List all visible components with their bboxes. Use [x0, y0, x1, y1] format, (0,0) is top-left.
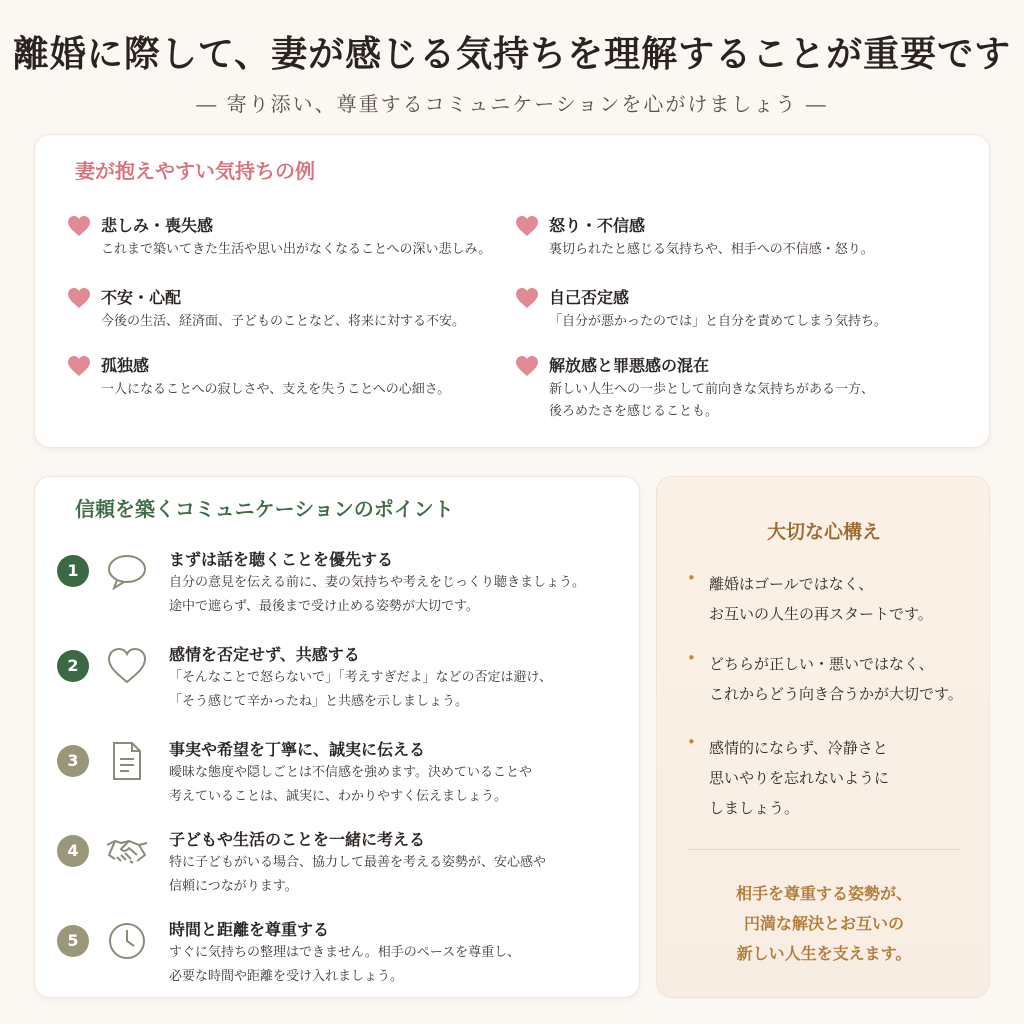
- heart-icon: [67, 355, 91, 377]
- point-title: まずは話を聴くことを優先する: [169, 550, 394, 569]
- feeling-title: 自己否定感: [549, 288, 630, 307]
- feeling-title: 怒り・不信感: [549, 216, 646, 235]
- heart-icon: [515, 355, 539, 377]
- point-title: 子どもや生活のことを一緒に考える: [169, 830, 426, 849]
- point-item-3: [57, 737, 637, 817]
- feeling-title: 孤独感: [101, 356, 150, 375]
- heart-icon: [515, 287, 539, 309]
- point-desc: 特に子どもがいる場合、協力して最善を考える姿勢が、安心感や 信頼につながります。: [169, 855, 547, 894]
- mindset-text: 感情的にならず、冷静さと 思いやりを忘れないように しましょう。: [709, 739, 890, 817]
- communication-card-title: 信頼を築くコミュニケーションのポイント: [75, 497, 454, 521]
- point-desc: 自分の意見を伝える前に、妻の気持ちや考えをじっくり聴きましょう。 途中で遮らず、最後まで受け止める姿勢が大切です。: [169, 575, 586, 614]
- clock-icon: [105, 919, 149, 963]
- point-number: 3: [57, 745, 89, 777]
- point-item-4: [57, 827, 637, 907]
- heart-icon: [67, 287, 91, 309]
- document-icon: [105, 739, 149, 783]
- feeling-desc: これまで築いてきた生活や思い出がなくなることへの深い悲しみ。: [101, 242, 492, 257]
- feeling-title: 解放感と罪悪感の混在: [549, 356, 710, 375]
- divider: [689, 849, 959, 850]
- mindset-text: 離婚はゴールではなく、 お互いの人生の再スタートです。: [709, 575, 933, 623]
- point-number: 2: [57, 650, 89, 682]
- feeling-title: 悲しみ・喪失感: [101, 216, 214, 235]
- point-title: 事実や希望を丁寧に、誠実に伝える: [169, 740, 426, 759]
- point-number: 1: [57, 555, 89, 587]
- point-number: 4: [57, 835, 89, 867]
- closing-message: 相手を尊重する姿勢が、 円満な解決とお互いの 新しい人生を支えます。: [735, 884, 912, 963]
- communication-card: [34, 476, 640, 998]
- point-desc: すぐに気持ちの整理はできません。相手のペースを尊重し、 必要な時間や距離を受け入れましょう。: [169, 945, 521, 984]
- feelings-card: [34, 134, 990, 448]
- feeling-desc: 「自分が悪かったのでは」と自分を責めてしまう気持ち。: [549, 314, 888, 329]
- heart-icon: [515, 215, 539, 237]
- feeling-title: 不安・心配: [101, 288, 182, 307]
- mindset-card-title: 大切な心構え: [766, 521, 881, 543]
- point-item-1: [57, 547, 637, 627]
- feeling-desc: 今後の生活、経済面、子どものことなど、将来に対する不安。: [101, 314, 466, 329]
- mindset-text: どちらが正しい・悪いではなく、 これからどう向き合うかが大切です。: [709, 655, 963, 703]
- feeling-desc: 一人になることへの寂しさや、支えを失うことへの心細さ。: [101, 382, 451, 397]
- page-title: 離婚に際して、妻が感じる気持ちを理解することが重要です: [12, 33, 1012, 75]
- point-title: 時間と距離を尊重する: [169, 920, 330, 939]
- point-item-2: [57, 642, 637, 722]
- point-item-5: [57, 917, 637, 997]
- heart-icon: [67, 215, 91, 237]
- point-desc: 曖昧な態度や隠しごとは不信感を強めます。決めていることや 考えていることは、誠実に、わかりやすく伝えましょう。: [169, 765, 532, 804]
- point-title: 感情を否定せず、共感する: [169, 645, 360, 664]
- bullet-dot-icon: •: [687, 733, 696, 751]
- feeling-desc: 新しい人生への一歩として前向きな気持ちがある一方、 後ろめたさを感じることも。: [549, 382, 875, 419]
- speech-bubble-icon: [105, 549, 149, 593]
- page-subtitle: ― 寄り添い、尊重するコミュニケーションを心がけましょう ―: [196, 92, 828, 116]
- heart-outline-icon: [105, 644, 149, 688]
- feeling-desc: 裏切られたと感じる気持ちや、相手への不信感・怒り。: [549, 242, 874, 257]
- feelings-card-title: 妻が抱えやすい気持ちの例: [75, 159, 315, 183]
- mindset-card: [656, 476, 990, 998]
- point-desc: 「そんなことで怒らないで」「考えすぎだよ」などの否定は避け、 「そう感じて辛かったね」と共感を示しましょう。: [169, 670, 552, 709]
- handshake-icon: [105, 829, 149, 873]
- bullet-dot-icon: •: [687, 649, 696, 667]
- bullet-dot-icon: •: [687, 569, 696, 587]
- point-number: 5: [57, 925, 89, 957]
